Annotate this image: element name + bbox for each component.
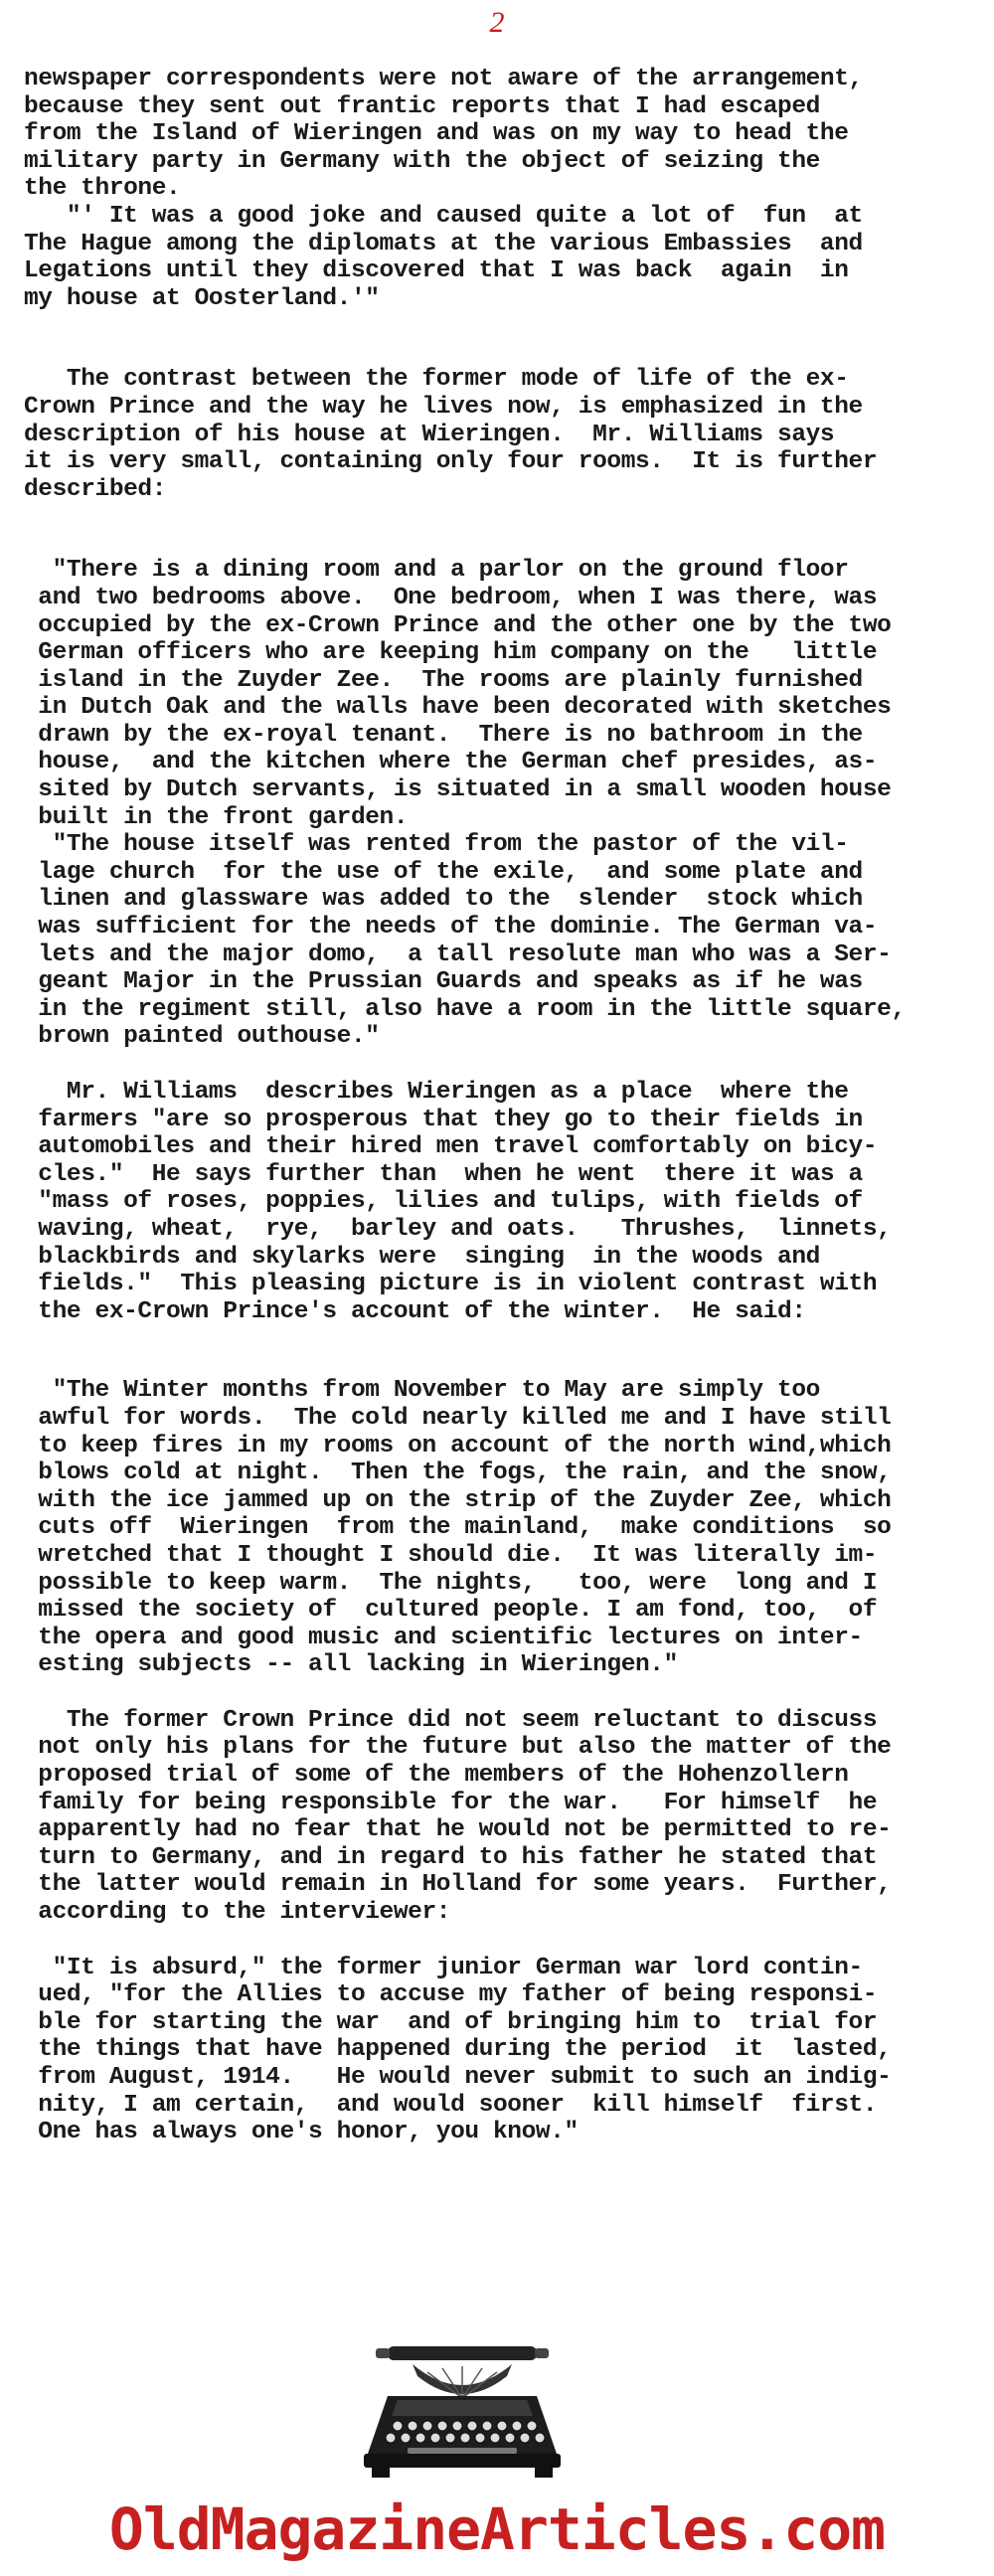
page-number: 2: [489, 6, 505, 39]
paragraph-2: The contrast between the former mode of life of the ex- Crown Prince and the way he lives now, is emphasized in the description of his house at Wieringen. Mr. Williams says it is very small, containing only four rooms. It is further described:: [24, 366, 878, 503]
watermark: OldMagazineArticles.com: [108, 2495, 886, 2563]
paragraph-1: newspaper correspondents were not aware of the arrangement, because they sent out frantic reports that I had escaped from the Island of Wieringen and was on my way to head the military party in Germany with the object of seizing the the throne. "' It was a good joke and caused quite a lot of fun at The Hague among the diplomats at the various Embassies and Legations until they discovered that I was back again in my house at Oosterland.'": [24, 66, 863, 312]
paragraph-4: Mr. Williams describes Wieringen as a place where the farmers "are so prosperous that they go to their fields in automobiles and their hired men travel comfortably on bicy- cles." He says further than when he went there it was a "mass of roses, poppies, lilies and tulips, with fields of waving, wheat, rye, barley and oats. Thrushes, linnets, blackbirds and skylarks were singing in the woods and fields." This pleasing picture is in violent contrast with the ex-Crown Prince's account of the winter. He said:: [38, 1079, 892, 1325]
paragraph-6: The former Crown Prince did not seem reluctant to discuss not only his plans for the future but also the matter of the proposed trial of some of the members of the Hohenzollern family for being responsible for the war. For himself he apparently had no fear that he would not be permitted to re- turn to Germany, and in regard to his father he stated that the latter would remain in Holland for some years. Further, according to the interviewer:: [38, 1706, 892, 1927]
article-body: [24, 66, 978, 2147]
typewriter-icon: [358, 2336, 567, 2486]
paragraph-5: "The Winter months from November to May are simply too awful for words. The cold nearly killed me and I have still to keep fires in my rooms on account of the north wind,which blows cold at night. Then the fogs, the rain, and the snow, with the ice jammed up on the strip of the Zuyder Zee, which cuts off Wieringen from the mainland, make conditions so wretched that I thought I should die. It was literally im- possible to keep warm. The nights, too, were long and I missed the society of cultured people. I am fond, too, of the opera and good music and scientific lectures on inter- esting subjects -- all lacking in Wieringen.": [38, 1377, 892, 1679]
paragraph-3: "There is a dining room and a parlor on the ground floor and two bedrooms above. One bedroom, when I was there, was occupied by the ex-Crown Prince and the other one by the two German officers who are keeping him company on the little island in the Zuyder Zee. The rooms are plainly furnished in Dutch Oak and the walls have been decorated with sketches drawn by the ex-royal tenant. There is no bathroom in the house, and the kitchen where the German chef presides, as- sited by Dutch servants, is situated in a small wooden house built in the front garden. "The house itself was rented from the pastor of the vil- lage church for the use of the exile, and some plate and linen and glassware was added to the slender stock which was sufficient for the needs of the dominie. The German va- lets and the major domo, a tall resolute man who was a Ser- geant Major in the Prussian Guards and speaks as if he was in the regiment still, also have a room in the little square, brown painted outhouse.": [38, 557, 906, 1051]
paragraph-7: "It is absurd," the former junior German war lord contin- ued, "for the Allies to accuse my father of being responsi- ble for starting the war and of bringing him to trial for the things that have happened during the period it lasted, from August, 1914. He would never submit to such an indig- nity, I am certain, and would sooner kill himself first. One has always one's honor, you know.": [38, 1954, 892, 2147]
